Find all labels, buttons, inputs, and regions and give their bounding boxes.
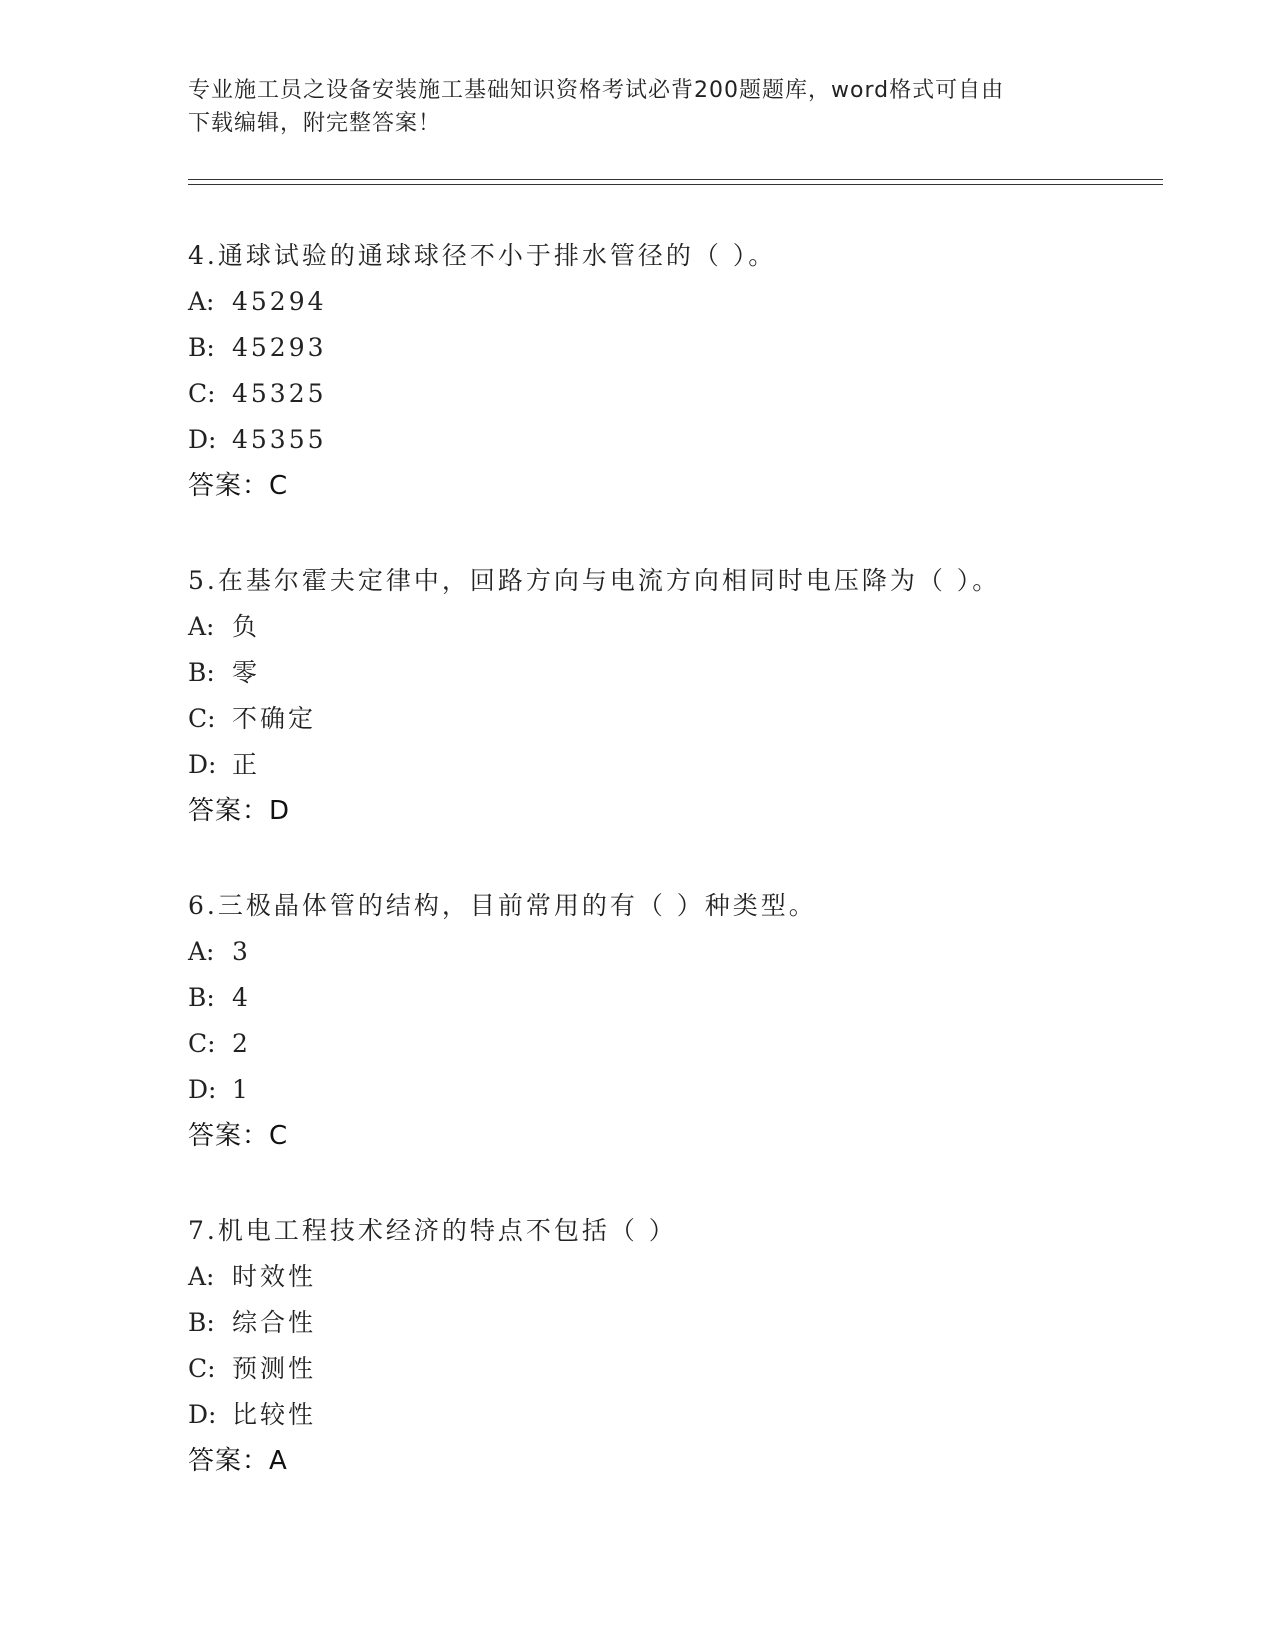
option-c <box>188 696 1148 742</box>
header-line-2: 下载编辑，附完整答案！ <box>188 111 442 136</box>
answer-line: 答案：C <box>188 471 289 501</box>
question-title: 7.机电工程技术经济的特点不包括（ ） <box>188 1216 677 1245</box>
question-5 <box>188 558 1148 834</box>
option-label: A: <box>188 612 215 641</box>
option-label: B: <box>188 333 215 362</box>
option-text: 2 <box>232 1029 251 1058</box>
question-6 <box>188 883 1148 1159</box>
option-label: C: <box>188 1354 216 1383</box>
option-text: 综合性 <box>232 1308 317 1337</box>
option-c <box>188 371 1148 417</box>
option-text: 45293 <box>232 333 327 362</box>
option-text: 预测性 <box>232 1354 317 1383</box>
option-a <box>188 929 1148 975</box>
option-b <box>188 650 1148 696</box>
option-text: 正 <box>232 750 261 779</box>
answer-line: 答案：A <box>188 1446 288 1476</box>
option-label: D: <box>188 750 217 779</box>
option-a <box>188 1254 1148 1300</box>
option-text: 1 <box>232 1075 251 1104</box>
option-a <box>188 279 1148 325</box>
option-c <box>188 1346 1148 1392</box>
option-text: 不确定 <box>232 704 317 733</box>
option-label: A: <box>188 937 215 966</box>
option-label: D: <box>188 425 217 454</box>
option-c <box>188 1021 1148 1067</box>
option-text: 3 <box>232 937 251 966</box>
option-label: D: <box>188 1075 217 1104</box>
option-label: C: <box>188 1029 216 1058</box>
option-label: B: <box>188 983 215 1012</box>
option-label: B: <box>188 1308 215 1337</box>
option-text: 负 <box>232 612 261 641</box>
option-a <box>188 604 1148 650</box>
option-b <box>188 975 1148 1021</box>
option-label: C: <box>188 704 216 733</box>
option-d <box>188 742 1148 788</box>
answer-line: 答案：C <box>188 1121 289 1151</box>
option-label: B: <box>188 658 215 687</box>
option-text: 45325 <box>232 379 327 408</box>
option-d <box>188 1067 1148 1113</box>
option-text: 4 <box>232 983 251 1012</box>
option-b <box>188 325 1148 371</box>
question-list <box>188 233 1148 1533</box>
option-text: 45355 <box>232 425 327 454</box>
question-title: 6.三极晶体管的结构，目前常用的有（ ）种类型。 <box>188 891 817 920</box>
option-label: A: <box>188 1262 215 1291</box>
option-text: 比较性 <box>232 1400 317 1429</box>
header-divider-top <box>188 179 1163 180</box>
header-divider-bottom <box>188 184 1163 185</box>
option-d <box>188 1392 1148 1438</box>
option-label: A: <box>188 287 215 316</box>
option-text: 45294 <box>232 287 327 316</box>
option-d <box>188 417 1148 463</box>
option-label: D: <box>188 1400 217 1429</box>
document-header <box>188 74 1088 140</box>
question-4 <box>188 233 1148 509</box>
header-line-1: 专业施工员之设备安装施工基础知识资格考试必背200题题库，word格式可自由 <box>188 78 1005 103</box>
option-label: C: <box>188 379 216 408</box>
option-text: 时效性 <box>232 1262 317 1291</box>
question-7 <box>188 1208 1148 1484</box>
option-text: 零 <box>232 658 261 687</box>
question-title: 4.通球试验的通球球径不小于排水管径的（ ）。 <box>188 241 777 270</box>
answer-line: 答案：D <box>188 796 291 826</box>
question-title: 5.在基尔霍夫定律中，回路方向与电流方向相同时电压降为（ ）。 <box>188 566 1001 595</box>
option-b <box>188 1300 1148 1346</box>
